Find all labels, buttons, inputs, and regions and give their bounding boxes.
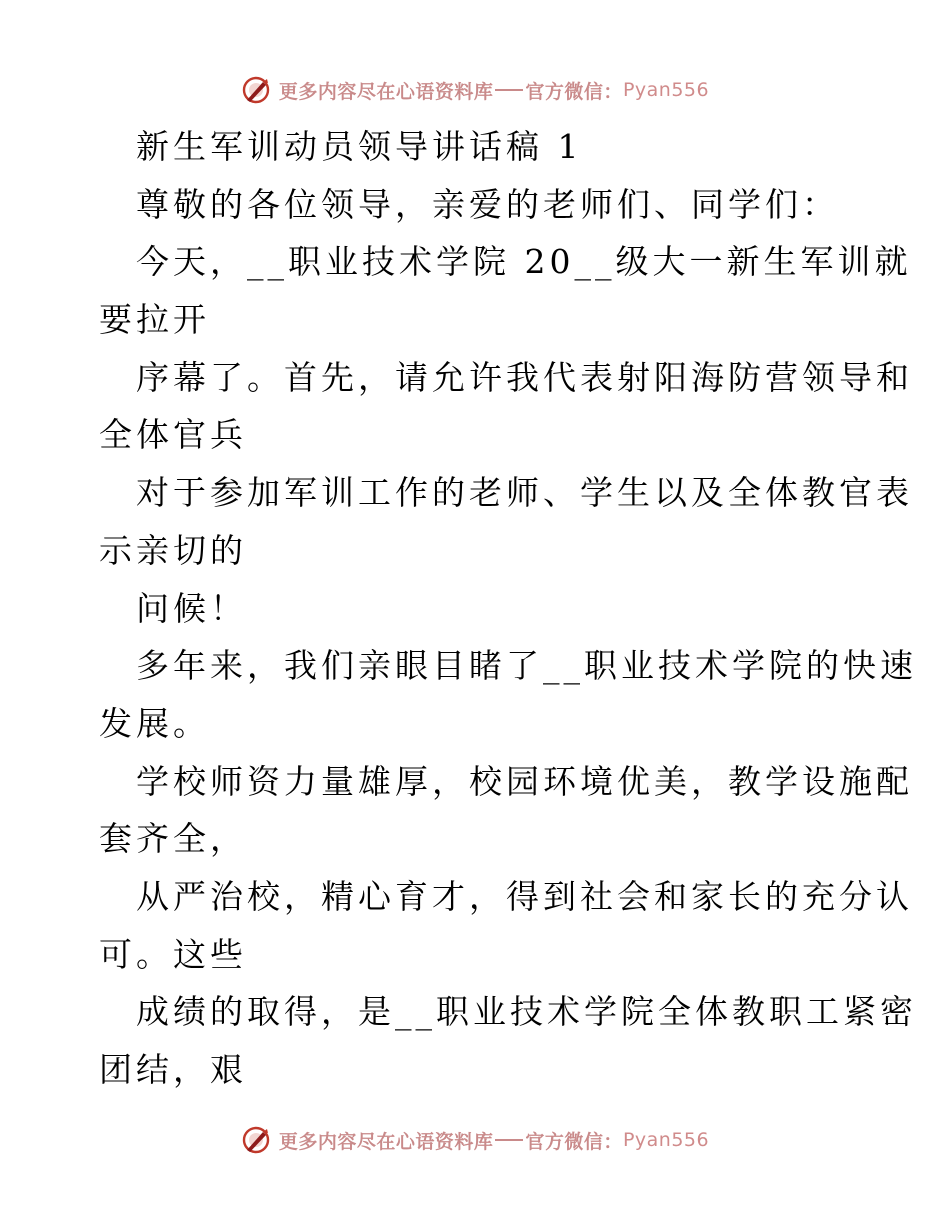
text-line: 多年来，我们亲眼目睹了__职业技术学院的快速 bbox=[136, 646, 917, 686]
text-line: 团结，艰 bbox=[99, 1050, 247, 1089]
document-title: 新生军训动员领导讲话稿 1 bbox=[136, 127, 583, 166]
watermark-account: Pyan556 bbox=[622, 79, 710, 101]
salutation-line: 尊敬的各位领导，亲爱的老师们、同学们： bbox=[136, 184, 839, 224]
text-line: 序幕了。首先，请允许我代表射阳海防营领导和 bbox=[136, 357, 913, 397]
footer-watermark bbox=[0, 1120, 950, 1160]
text-line: 可。这些 bbox=[99, 934, 247, 974]
text-line: 今天，__职业技术学院 20__级大一新生军训就 bbox=[136, 242, 912, 282]
text-line: 发展。 bbox=[99, 703, 210, 743]
text-line: 要拉开 bbox=[99, 300, 210, 340]
watermark-label: 更多内容尽在心语资料库 bbox=[278, 1130, 494, 1153]
quill-logo-icon bbox=[241, 1125, 271, 1155]
text-line: 从严治校，精心育才，得到社会和家长的充分认 bbox=[136, 876, 913, 916]
text-line: 成绩的取得，是__职业技术学院全体教职工紧密 bbox=[136, 992, 917, 1032]
text-line: 示亲切的 bbox=[99, 530, 247, 570]
text-line: 对于参加军训工作的老师、学生以及全体教官表 bbox=[136, 473, 913, 513]
document-body bbox=[99, 118, 917, 1099]
watermark-suffix: 官方微信： bbox=[525, 1130, 623, 1153]
text-line: 问候！ bbox=[136, 588, 247, 628]
text-line: 套齐全， bbox=[99, 819, 247, 859]
header-watermark bbox=[0, 70, 950, 110]
watermark-suffix: 官方微信： bbox=[525, 80, 623, 103]
quill-logo-icon bbox=[241, 75, 271, 105]
watermark-label: 更多内容尽在心语资料库 bbox=[278, 80, 494, 103]
watermark-account: Pyan556 bbox=[622, 1129, 710, 1151]
text-line: 全体官兵 bbox=[99, 415, 247, 455]
text-line: 学校师资力量雄厚，校园环境优美，教学设施配 bbox=[136, 761, 913, 801]
watermark-dash bbox=[495, 89, 523, 91]
watermark-dash bbox=[495, 1139, 523, 1141]
